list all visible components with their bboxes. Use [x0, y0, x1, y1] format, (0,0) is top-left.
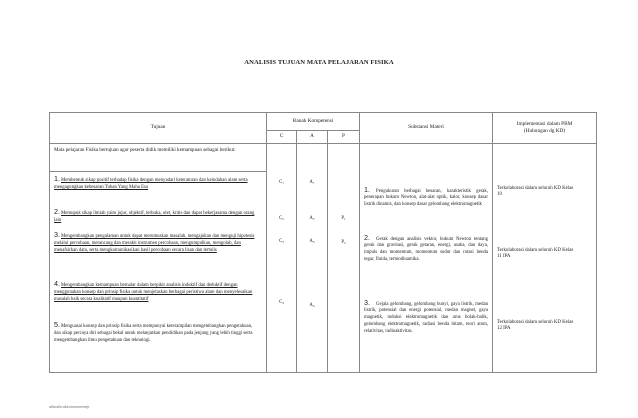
material-item: 2. Gerak dengan analisis vektor, hukum Newton tentang gerak dan gravitasi, gerak getaran, energi, usaha, dan daya, impuls dan momentum, momentum sudut dan rotasi benda tegar, fluida, termodinamika. — [364, 232, 489, 262]
header-c: C — [267, 131, 297, 144]
page-title: ANALISIS TUJUAN MATA PELAJARAN FISIKA — [244, 59, 394, 66]
header-substansi-materi: Substansi Materi — [360, 113, 493, 144]
footer-text: atheodoralocomotorremijr — [49, 405, 90, 409]
header-implementasi-title: Implementasi dalam PBM — [516, 120, 573, 127]
header-tujuan: Tujuan — [50, 113, 267, 144]
column-c — [267, 172, 297, 373]
header-implementasi — [493, 113, 597, 144]
objective-item: 3.Mengembangkan pengalaman untuk dapat merumuskan masalah, mengajukan dan menguji hipotesis melalui percobaan, merancang dan merakit instrumen percobaan, mengumpulkan, mengolah, dan menafsirkan data, serta mengkomunikasikan hasil percobaan secara lisan dan tertulis — [54, 230, 255, 253]
code-c: C₂ — [279, 215, 284, 221]
objective-item: 1.Membentuk sikap positif terhadap fisika dengan menyadari keteraturan dan keindahan alam serta mengagungkan kebesaran Tuhan Yang Maha Esa — [54, 174, 248, 190]
header-implementasi-subtitle: (Hubungan dg KD) — [523, 128, 566, 134]
code-c: C₃ — [279, 238, 284, 244]
objective-item: 2.Memupuk sikap ilmiah yaitu jujur, objektif, terbuka, ulet, kritis dan dapat bekerjasama dengan orang lain — [54, 207, 255, 223]
code-c: C₁ — [279, 179, 284, 185]
implementations-cell — [493, 172, 597, 373]
code-p: P₁ — [341, 215, 346, 221]
code-a: A₂ — [309, 215, 315, 221]
code-c: C₄ — [279, 299, 284, 305]
objective-item: 5.Menguasai konsep dan prinsip fisika serta mempunyai keterampilan mengembangkan pengetahuan, dan sikap percaya diri sebagai bekal untuk melanjutkan pendidikan pada jenjang yang lebih tinggi serta mengembangkan ilmu pengetahuan dan teknologi. — [54, 320, 253, 343]
column-p — [328, 172, 360, 373]
intro-text: Mata pelajaran Fisika bertujuan agar peserta didik memiliki kemampuan sebagai berikut: — [50, 144, 267, 172]
code-a: A₃ — [309, 238, 315, 244]
implementation-item: Terkolaborasi dalam seluruh KD Kelas 11 IPA — [497, 247, 574, 260]
analysis-table — [49, 112, 597, 373]
header-a: A — [297, 131, 328, 144]
header-ranah-kompetensi: Ranah Kompetensi — [267, 113, 360, 131]
header-p: P — [328, 131, 360, 144]
code-a: A₄ — [309, 302, 315, 308]
objectives-cell — [50, 172, 267, 373]
materials-cell — [360, 172, 493, 373]
material-item: 1. Pengukuran berbagai besaran, karakteristik gerak, penerapan hukum Newton, alat-alat optik, kalor, konsep dasar listrik dinamis, dan konsep dasar gelombang elektromagnetik — [364, 184, 489, 208]
code-a: A₁ — [309, 179, 315, 185]
material-item: 3. Gejala gelombang, gelombang bunyi, gaya listrik, medan listrik, potensial dan energi potensial, medan magnet, gaya magnetik, induksi elektromagnetik dan arus bolak-balik, gelombang elektromagnetik, radiasi benda hitam, teori atom, relativitas, radioaktivitas. — [364, 297, 489, 334]
implementation-item: Terkolaborasi dalam seluruh KD Kelas 12 IPA — [497, 319, 574, 332]
column-a — [297, 172, 328, 373]
objective-item: 4.Mengembangkan kemampuan bernalar dalam berpikir analisis induktif dan deduktif dengan menggunakan konsep dan prinsip fisika untuk menjelaskan berbagai peristiwa alam dan menyelesaikan masalah baik secara kualitatif maupun kuantitatif — [54, 279, 253, 302]
code-p: P₂ — [341, 239, 346, 245]
implementation-item: Terkolaborasi dalam seluruh KD Kelas 10 — [497, 185, 574, 198]
